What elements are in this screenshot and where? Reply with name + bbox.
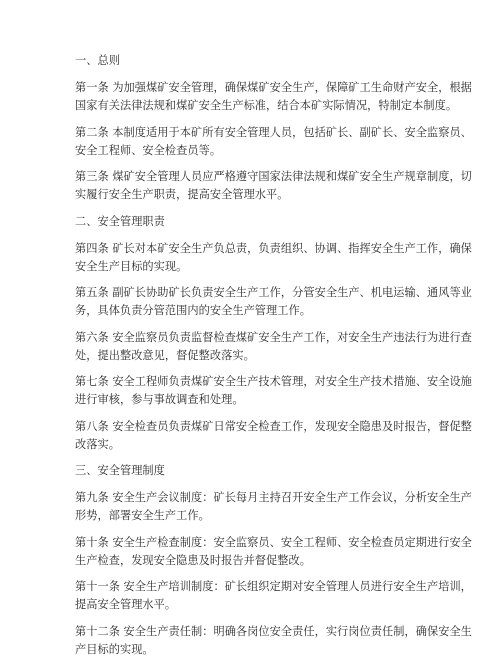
- article-5: [75, 284, 472, 320]
- paragraph-line: 生产检查，发现安全隐患及时报告并督促整改。: [75, 553, 311, 567]
- paragraph-line: 改落实。: [75, 437, 120, 451]
- paragraph-line: 第七条 安全工程师负责煤矿安全生产技术管理，对安全生产技术措施、安全设施: [75, 375, 472, 388]
- paragraph-line: 第二条 本制度适用于本矿所有安全管理人员，包括矿长、副矿长、安全监察员、: [75, 125, 472, 139]
- paragraph-line: 安全生产目标的实现。: [75, 259, 188, 273]
- paragraph-line: 形势，部署安全生产工作。: [75, 509, 210, 522]
- article-12: [75, 623, 472, 659]
- section-heading: 三、安全管理制度: [75, 464, 165, 477]
- paragraph-line: 第四条 矿长对本矿安全生产负总责，负责组织、协调、指挥安全生产工作，确保: [75, 241, 472, 255]
- paragraph-line: 提高安全管理水平。: [75, 598, 177, 611]
- paragraph-line: 第十一条 安全生产培训制度：矿长组织定期对安全管理人员进行安全生产培训，: [75, 580, 472, 593]
- article-3: [75, 168, 472, 204]
- article-10: [75, 534, 472, 570]
- section-management-system: [75, 462, 472, 659]
- paragraph-line: 产目标的实现。: [75, 642, 154, 656]
- paragraph-line: 第五条 副矿长协助矿长负责安全生产工作，分管安全生产、机电运输、通风等业: [75, 286, 472, 299]
- section-heading: 一、总则: [75, 54, 120, 67]
- paragraph-line: 第十条 安全生产检查制度：安全监察员、安全工程师、安全检查员定期进行安全: [75, 535, 472, 549]
- paragraph-line: 第九条 安全生产会议制度：矿长每月主持召开安全生产工作会议，分析安全生产: [75, 491, 472, 504]
- article-7: [75, 373, 472, 409]
- article-2: [75, 124, 472, 160]
- article-9: [75, 489, 472, 525]
- article-1: [75, 79, 472, 115]
- section-general: [75, 52, 472, 204]
- paragraph-line: 进行审核，参与事故调查和处理。: [75, 393, 244, 406]
- document-page: [75, 52, 472, 667]
- article-4: [75, 240, 472, 276]
- paragraph-line: 处，提出整改意见，督促整改落实。: [75, 348, 255, 362]
- paragraph-line: 实履行安全生产职责，提高安全管理水平。: [75, 188, 289, 201]
- article-6: [75, 329, 472, 365]
- paragraph-line: 第八条 安全检查员负责煤矿日常安全检查工作，发现安全隐患及时报告，督促整: [75, 419, 472, 433]
- paragraph-line: 安全工程师、安全检查员等。: [75, 143, 222, 157]
- article-11: [75, 578, 472, 614]
- paragraph-line: 国家有关法律法规和煤矿安全生产标准，结合本矿实际情况，特制定本制度。: [75, 99, 458, 112]
- paragraph-line: 第十二条 安全生产责任制：明确各岗位安全责任，实行岗位责任制，确保安全生: [75, 624, 472, 638]
- section-responsibilities: [75, 213, 472, 454]
- paragraph-line: 第六条 安全监察员负责监督检查煤矿安全生产工作，对安全生产违法行为进行查: [75, 330, 472, 344]
- paragraph-line: 第三条 煤矿安全管理人员应严格遵守国家法律法规和煤矿安全生产规章制度，切: [75, 170, 472, 183]
- paragraph-line: 第一条 为加强煤矿安全管理，确保煤矿安全生产，保障矿工生命财产安全，根据: [75, 81, 472, 94]
- paragraph-line: 务，具体负责分管范围内的安全生产管理工作。: [75, 304, 311, 317]
- section-heading: 二、安全管理职责: [75, 214, 165, 228]
- article-8: [75, 418, 472, 454]
